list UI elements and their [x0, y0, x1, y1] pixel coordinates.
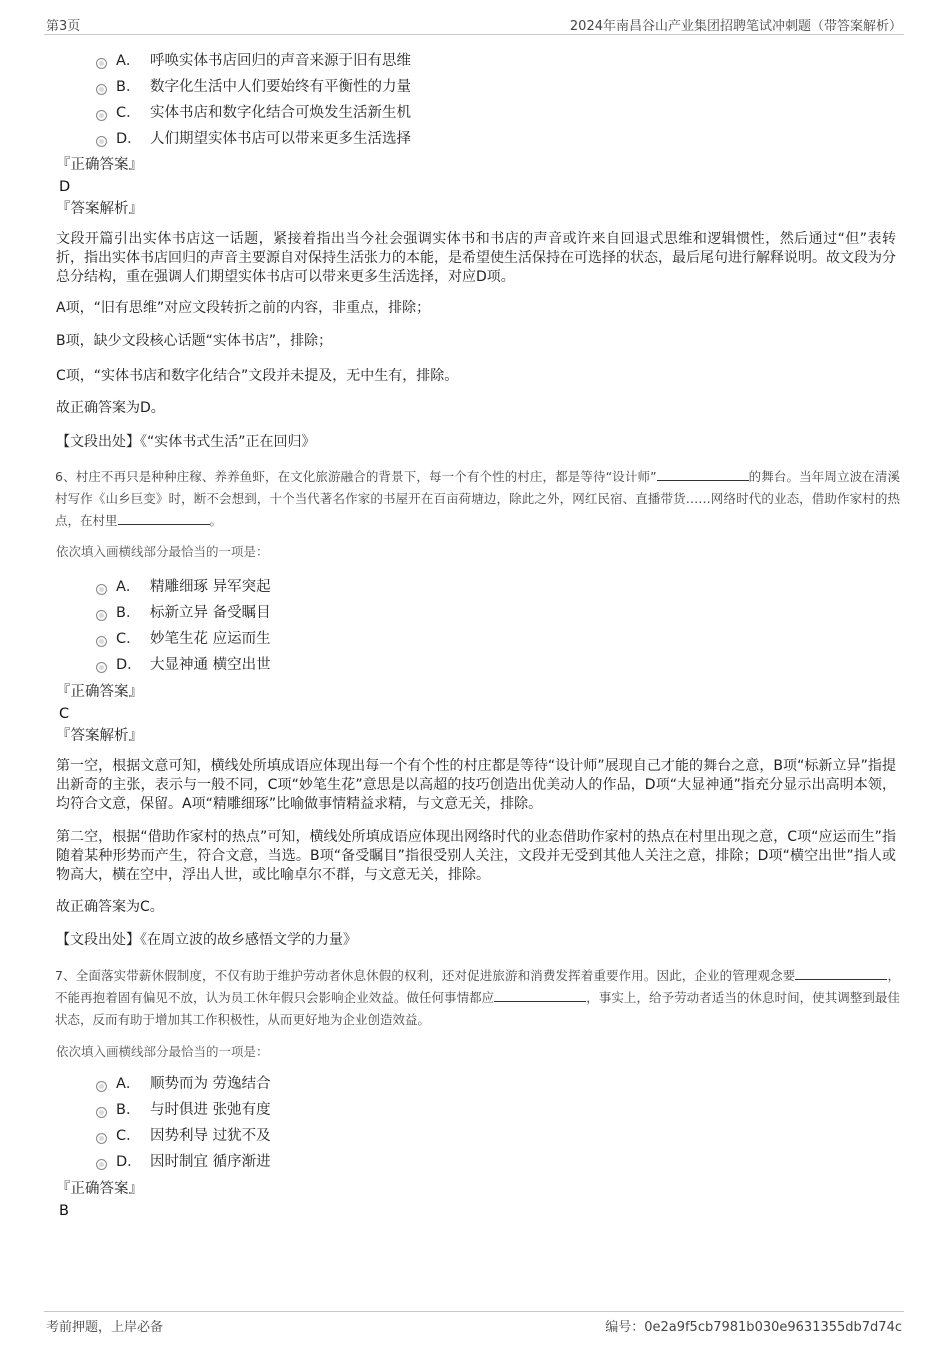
analysis-paragraph: 故正确答案为C。	[56, 899, 164, 915]
q5-analysis	[56, 230, 896, 287]
q6-option-a[interactable]: A． 精雕细琢 异军突起	[96, 574, 696, 600]
q6-option-c[interactable]: C． 妙笔生花 应运而生	[96, 626, 696, 652]
document-id: 编号：0e2a9f5cb7981b030e9631355db7d74c	[605, 1320, 902, 1335]
q7-option-d[interactable]: D． 因时制宜 循序渐进	[96, 1149, 696, 1175]
radio-icon[interactable]	[96, 662, 107, 673]
radio-icon[interactable]	[96, 1133, 107, 1144]
radio-icon[interactable]	[96, 1081, 107, 1092]
q6-option-b[interactable]: B． 标新立异 备受瞩目	[96, 600, 696, 626]
q6-stem: 6、村庄不再只是种种庄稼、养养鱼虾，在文化旅游融合的背景下，每一个有个性的村庄，都是等待“设计师” 的舞台。当年周立波在清溪村写作《山乡巨变》时，断不会想到，十个当代著名作家的书屋开在百亩荷塘边，除此之外，网红民宿、直播带货……网络时代的业态，借助作家村的热点，在村里 。	[55, 469, 900, 528]
fill-blank	[118, 512, 210, 525]
q7-answer-section	[56, 1178, 896, 1222]
q7-option-b[interactable]: B． 与时俱进 张弛有度	[96, 1097, 696, 1123]
answer-label: 『正确答案』	[56, 157, 143, 173]
fill-blank	[657, 468, 749, 481]
q6-option-d[interactable]: D． 大显神通 横空出世	[96, 652, 696, 678]
q6-instruction: 依次填入画横线部分最恰当的一项是：	[56, 544, 269, 559]
analysis-label: 『答案解析』	[56, 201, 143, 217]
page-number: 第3页	[46, 19, 81, 34]
q6-options	[96, 574, 696, 678]
q7-stem: 7、全面落实带薪休假制度，不仅有助于维护劳动者休息休假的权利，还对促进旅游和消费发挥着重要作用。因此，企业的管理观念要 ，不能再抱着固有偏见不放，认为员工休年假只会影响企业效益。做任何事情都应 ，事实上，给予劳动者适当的休息时间，使其调整到最佳状态，反而有助于增加其工作积极性，从而更好地为企业创造效益。	[55, 968, 900, 1027]
q5-option-a[interactable]: A． 呼唤实体书店回归的声音来源于旧有思维	[96, 48, 696, 74]
radio-icon[interactable]	[96, 610, 107, 621]
footer-slogan: 考前押题，上岸必备	[46, 1320, 164, 1335]
radio-icon[interactable]	[96, 1107, 107, 1118]
q7-option-c[interactable]: C． 因势利导 过犹不及	[96, 1123, 696, 1149]
radio-icon[interactable]	[96, 110, 107, 121]
radio-icon[interactable]	[96, 636, 107, 647]
analysis-paragraph: 文段开篇引出实体书店这一话题，紧接着指出当今社会强调实体书和书店的声音或许来自回退式思维和逻辑惯性，然后通过“但”表转折，指出实体书店回归的声音主要源自对保持生活张力的本能，是希望使生活保持在可选择的状态，最后尾句进行解释说明。故文段为分总分结构，重在强调人们期望实体书店可以带来更多生活选择，对应D项。	[56, 231, 896, 285]
page-footer	[44, 1311, 904, 1336]
answer-value: D	[59, 179, 71, 195]
answer-value: C	[59, 706, 70, 722]
radio-icon[interactable]	[96, 84, 107, 95]
analysis-label: 『答案解析』	[56, 728, 143, 744]
fill-blank	[795, 967, 887, 980]
analysis-paragraph: B项，缺少文段核心话题“实体书店”，排除；	[56, 333, 333, 349]
analysis-paragraph: C项，“实体书店和数字化结合”文段并未提及，无中生有，排除。	[56, 368, 459, 384]
q5-option-d[interactable]: D． 人们期望实体书店可以带来更多生活选择	[96, 126, 696, 152]
analysis-paragraph: A项，“旧有思维”对应文段转折之前的内容，非重点，排除；	[56, 300, 431, 316]
document-title: 2024年南昌谷山产业集团招聘笔试冲刺题（带答案解析）	[569, 19, 902, 34]
q7-instruction: 依次填入画横线部分最恰当的一项是：	[56, 1044, 269, 1059]
answer-label: 『正确答案』	[56, 684, 143, 700]
source-citation: 【文段出处】《在周立波的故乡感悟文学的力量》	[56, 932, 357, 948]
answer-label: 『正确答案』	[56, 1181, 143, 1197]
radio-icon[interactable]	[96, 1159, 107, 1170]
source-citation: 【文段出处】《“实体书式生活”正在回归》	[56, 434, 316, 450]
q5-option-c[interactable]: C． 实体书店和数字化结合可焕发生活新生机	[96, 100, 696, 126]
q7-options	[96, 1071, 696, 1175]
radio-icon[interactable]	[96, 136, 107, 147]
fill-blank	[494, 989, 586, 1002]
radio-icon[interactable]	[96, 584, 107, 595]
analysis-paragraph: 故正确答案为D。	[56, 400, 165, 416]
q5-option-b[interactable]: B． 数字化生活中人们要始终有平衡性的力量	[96, 74, 696, 100]
page-header	[44, 12, 904, 35]
analysis-paragraph: 第一空，根据文意可知，横线处所填成语应体现出每一个有个性的村庄都是等待“设计师”展现自己才能的舞台之意，B项“标新立异”指提出新奇的主张，表示与一般不同，C项“妙笔生花”意思是以高超的技巧创造出优美动人的作品，D项“大显神通”指充分显示出高明本领，均符合文意，保留。A项“精雕细琢”比喻做事情精益求精，与文意无关，排除。	[56, 758, 896, 812]
q7-option-a[interactable]: A． 顺势而为 劳逸结合	[96, 1071, 696, 1097]
answer-value: B	[59, 1203, 69, 1219]
q5-answer-section	[56, 154, 896, 220]
radio-icon[interactable]	[96, 58, 107, 69]
q6-answer-section	[56, 681, 896, 747]
analysis-paragraph: 第二空，根据“借助作家村的热点”可知，横线处所填成语应体现出网络时代的业态借助作家村的热点在村里出现之意，C项“应运而生”指随着某种形势而产生，符合文意，当选。B项“备受瞩目”指很受别人关注，文段并无受到其他人关注之意，排除；D项“横空出世”指人或物高大，横在空中，浮出人世，或比喻卓尔不群，与文意无关，排除。	[56, 829, 896, 883]
q5-options	[96, 48, 696, 152]
